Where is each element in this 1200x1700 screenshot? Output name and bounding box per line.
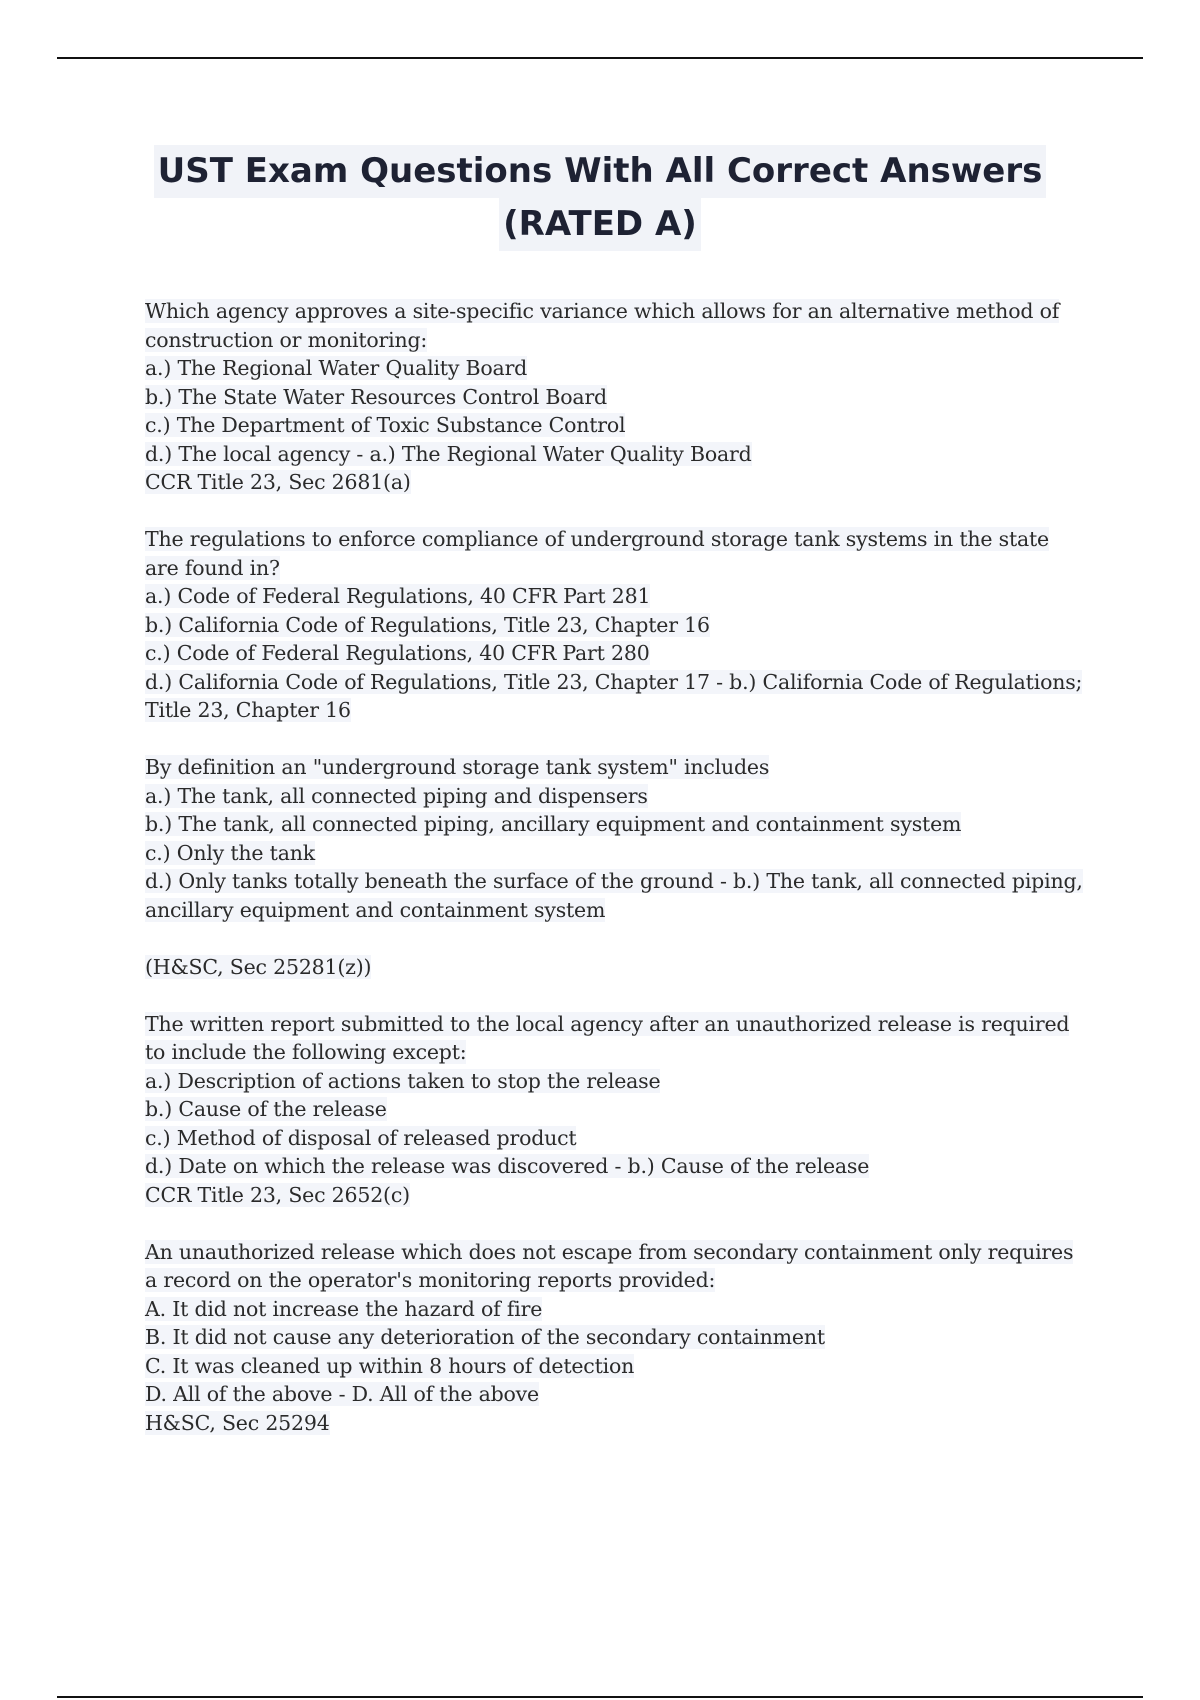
document-body (145, 297, 1090, 1466)
question-line: to include the following except: (145, 1040, 467, 1064)
bottom-rule (57, 1696, 1143, 1698)
answer-option: D. All of the above - D. All of the above (145, 1382, 539, 1406)
spacer (145, 924, 1090, 953)
answer-option: b.) California Code of Regulations, Title 23, Chapter 16 (145, 612, 710, 637)
answer-option: A. It did not increase the hazard of fire (145, 1296, 543, 1321)
answer-option: a.) The Regional Water Quality Board (145, 356, 528, 380)
answer-option: c.) Method of disposal of released product (145, 1125, 577, 1150)
answer-option: b.) Cause of the release (145, 1097, 387, 1121)
answer-option: b.) The State Water Resources Control Board (145, 384, 607, 409)
answer-option: b.) The tank, all connected piping, ancillary equipment and containment system (145, 812, 962, 836)
reference-line: (H&SC, Sec 25281(z)) (145, 954, 372, 979)
answer-option: a.) Description of actions taken to stop the release (145, 1068, 661, 1093)
question-block-1 (145, 297, 1090, 497)
answer-option: B. It did not cause any deterioration of the secondary containment (145, 1325, 825, 1349)
answer-option: d.) Only tanks totally beneath the surface of the ground - b.) The tank, all connected piping, (145, 869, 1083, 893)
question-line: are found in? (145, 555, 280, 580)
answer-option: d.) California Code of Regulations, Title 23, Chapter 17 - b.) California Code of Regulations; (145, 669, 1083, 694)
top-rule (57, 57, 1143, 59)
question-line: a record on the operator's monitoring reports provided: (145, 1268, 716, 1292)
answer-option: d.) Date on which the release was discovered - b.) Cause of the release (145, 1154, 870, 1178)
question-block-5 (145, 1238, 1090, 1438)
question-line: Which agency approves a site-specific variance which allows for an alternative method of (145, 299, 1060, 323)
answer-option: a.) Code of Federal Regulations, 40 CFR Part 281 (145, 584, 651, 608)
question-block-3 (145, 753, 1090, 981)
page-title (0, 145, 1200, 251)
answer-option: c.) Only the tank (145, 840, 315, 865)
question-block-4 (145, 1010, 1090, 1210)
reference-line: H&SC, Sec 25294 (145, 1410, 330, 1435)
answer-option: Title 23, Chapter 16 (145, 698, 351, 722)
answer-option: a.) The tank, all connected piping and dispensers (145, 783, 648, 808)
question-block-2 (145, 525, 1090, 725)
reference-line: CCR Title 23, Sec 2652(c) (145, 1182, 410, 1207)
reference-line: CCR Title 23, Sec 2681(a) (145, 470, 411, 494)
question-line: construction or monitoring: (145, 327, 428, 352)
question-line: An unauthorized release which does not escape from secondary containment only requires (145, 1239, 1074, 1264)
question-line: The written report submitted to the local agency after an unauthorized release is required (145, 1011, 1070, 1036)
title-line-2: (RATED A) (499, 198, 701, 251)
answer-option: ancillary equipment and containment system (145, 897, 606, 922)
title-line-1: UST Exam Questions With All Correct Answers (154, 145, 1047, 198)
answer-option: d.) The local agency - a.) The Regional Water Quality Board (145, 441, 752, 466)
question-line: By definition an "underground storage tank system" includes (145, 755, 770, 779)
answer-option: c.) The Department of Toxic Substance Control (145, 413, 626, 437)
question-line: The regulations to enforce compliance of underground storage tank systems in the state (145, 527, 1049, 551)
answer-option: C. It was cleaned up within 8 hours of detection (145, 1353, 635, 1378)
answer-option: c.) Code of Federal Regulations, 40 CFR Part 280 (145, 641, 650, 665)
